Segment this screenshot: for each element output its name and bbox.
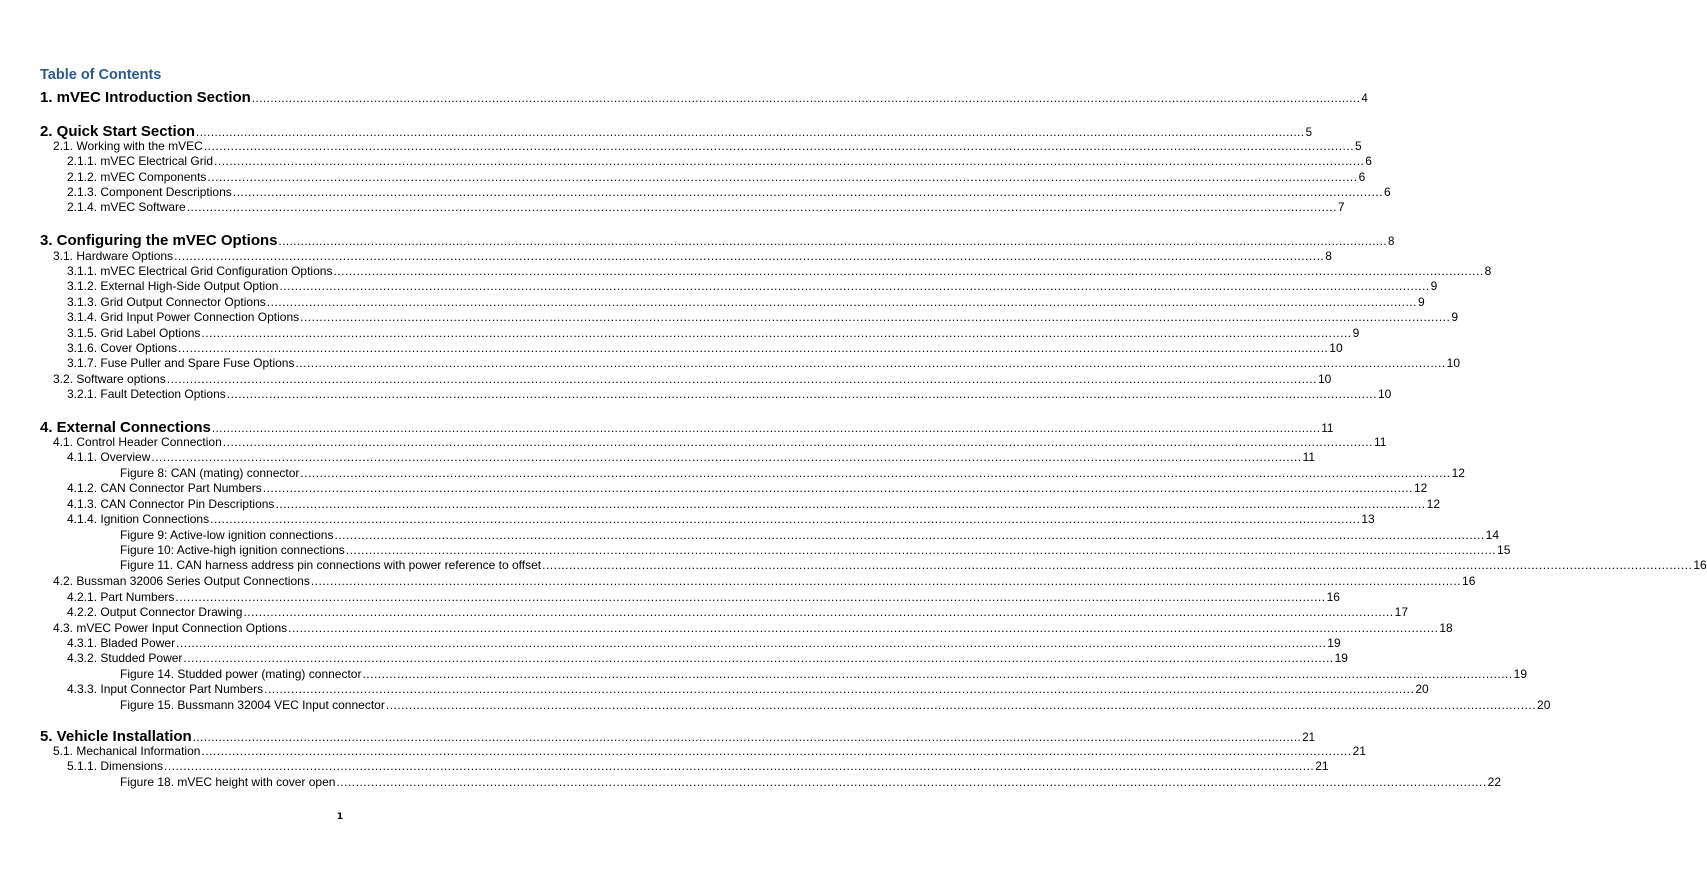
toc-entry-label: 4.2. Bussman 32006 Series Output Connections: [53, 574, 310, 588]
toc-entry[interactable]: [67, 651, 1348, 666]
toc-entry-page: 10: [1377, 387, 1392, 401]
toc-entry[interactable]: [40, 89, 1368, 108]
toc-entry-page: 11: [1302, 450, 1316, 464]
toc-leader-dots: ............................................................................................................................................................................................................................................................................................................: [232, 185, 1383, 199]
toc-entry-label: Figure 11. CAN harness address pin connections with power reference to offset: [120, 558, 542, 572]
toc-entry-label: 4.1. Control Header Connection: [53, 435, 222, 449]
toc-entry[interactable]: [67, 356, 1461, 371]
toc-entry-page: 14: [1485, 528, 1500, 542]
toc-entry[interactable]: [67, 450, 1316, 465]
toc-leader-dots: ............................................................................................................................................................................................................................................................................................................: [201, 744, 1352, 758]
toc-entry-page: 6: [1383, 185, 1391, 199]
toc-leader-dots: ............................................................................................................................................................................................................................................................................................................: [192, 732, 1302, 744]
toc-entry[interactable]: [53, 249, 1332, 264]
toc-entry-label: Figure 15. Bussmann 32004 VEC Input connector: [120, 698, 385, 712]
toc-entry[interactable]: [53, 139, 1362, 154]
toc-entry-label: 4.3.1. Bladed Power: [67, 636, 176, 650]
toc-leader-dots: ............................................................................................................................................................................................................................................................................................................: [164, 759, 1315, 773]
toc-leader-dots: ............................................................................................................................................................................................................................................................................................................: [203, 139, 1355, 153]
toc-leader-dots: ............................................................................................................................................................................................................................................................................................................: [214, 154, 1365, 168]
toc-entry[interactable]: [67, 310, 1459, 325]
toc-entry-page: 6: [1365, 154, 1372, 168]
toc-leader-dots: ............................................................................................................................................................................................................................................................................................................: [262, 481, 1413, 495]
toc-leader-dots: ............................................................................................................................................................................................................................................................................................................: [264, 682, 1415, 696]
toc-entry-page: 9: [1451, 310, 1459, 324]
toc-entry-label: 4.1.4. Ignition Connections: [67, 512, 210, 526]
toc-entry-label: 3.1.7. Fuse Puller and Spare Fuse Options: [67, 356, 295, 370]
toc-entry-label: 4.3.2. Studded Power: [67, 651, 183, 665]
toc-leader-dots: ............................................................................................................................................................................................................................................................................................................: [251, 93, 1361, 105]
toc-entry[interactable]: [67, 497, 1440, 512]
toc-leader-dots: ............................................................................................................................................................................................................................................................................................................: [334, 528, 1485, 542]
toc-entry-page: 10: [1329, 341, 1343, 355]
toc-entry-page: 7: [1337, 200, 1345, 214]
toc-leader-dots: ............................................................................................................................................................................................................................................................................................................: [207, 170, 1358, 184]
toc-entry[interactable]: [120, 543, 1511, 558]
toc-leader-dots: ............................................................................................................................................................................................................................................................................................................: [310, 574, 1462, 588]
toc-entry-page: 18: [1439, 621, 1453, 635]
toc-leader-dots: ............................................................................................................................................................................................................................................................................................................: [333, 264, 1484, 278]
toc-entry-label: 2.1.4. mVEC Software: [67, 200, 186, 214]
toc-entry-page: 16: [1462, 574, 1476, 588]
toc-entry-label: 3.2. Software options: [53, 372, 166, 386]
toc-leader-dots: ............................................................................................................................................................................................................................................................................................................: [345, 543, 1497, 557]
toc-entry-page: 5: [1355, 139, 1362, 153]
toc-entry-label: Figure 10: Active-high ignition connections: [120, 543, 345, 557]
toc-entry-label: 3.1.4. Grid Input Power Connection Options: [67, 310, 300, 324]
toc-entry-label: 2.1.3. Component Descriptions: [67, 185, 232, 199]
toc-leader-dots: ............................................................................................................................................................................................................................................................................................................: [336, 775, 1487, 789]
toc-entry[interactable]: [67, 590, 1340, 605]
toc-entry-page: 11: [1321, 423, 1334, 435]
toc-leader-dots: ............................................................................................................................................................................................................................................................................................................: [385, 698, 1537, 712]
toc-heading: Table of Contents: [40, 67, 162, 83]
toc-entry-page: 12: [1451, 466, 1465, 480]
toc-entry[interactable]: [120, 775, 1502, 790]
toc-entry[interactable]: [67, 279, 1438, 294]
toc-entry-label: Figure 8: CAN (mating) connector: [120, 466, 300, 480]
toc-entry-page: 20: [1415, 682, 1429, 696]
toc-entry-label: 2.1.2. mVEC Components: [67, 170, 207, 184]
toc-leader-dots: ............................................................................................................................................................................................................................................................................................................: [300, 466, 1451, 480]
toc-leader-dots: ............................................................................................................................................................................................................................................................................................................: [201, 326, 1352, 340]
toc-entry[interactable]: [67, 387, 1392, 402]
toc-entry-page: 10: [1317, 372, 1332, 386]
toc-leader-dots: ............................................................................................................................................................................................................................................................................................................: [279, 279, 1430, 293]
toc-entry[interactable]: [120, 698, 1551, 713]
toc-entry[interactable]: [67, 264, 1492, 279]
toc-entry[interactable]: [53, 621, 1453, 636]
toc-leader-dots: ............................................................................................................................................................................................................................................................................................................: [176, 636, 1327, 650]
toc-entry-label: 2.1. Working with the mVEC: [53, 139, 203, 153]
toc-entry-label: 5.1. Mechanical Information: [53, 744, 201, 758]
toc-entry-label: 3.1.3. Grid Output Connector Options: [67, 295, 266, 309]
toc-entry-label: 3.1.6. Cover Options: [67, 341, 178, 355]
toc-entry-page: 21: [1315, 759, 1329, 773]
toc-leader-dots: ............................................................................................................................................................................................................................................................................................................: [178, 341, 1329, 355]
toc-entry-page: 9: [1430, 279, 1438, 293]
toc-entry[interactable]: [53, 372, 1332, 387]
toc-entry[interactable]: [67, 295, 1425, 310]
toc-entry[interactable]: [53, 435, 1387, 450]
toc-entry-label: 4.3.3. Input Connector Part Numbers: [67, 682, 264, 696]
toc-entry-page: 10: [1446, 356, 1461, 370]
toc-entry[interactable]: [67, 341, 1343, 356]
toc-leader-dots: ............................................................................................................................................................................................................................................................................................................: [226, 387, 1377, 401]
toc-leader-dots: ............................................................................................................................................................................................................................................................................................................: [196, 127, 1305, 139]
toc-entry-label: 3.1. Hardware Options: [53, 249, 174, 263]
toc-leader-dots: ............................................................................................................................................................................................................................................................................................................: [300, 310, 1451, 324]
toc-entry[interactable]: [67, 326, 1360, 341]
toc-leader-dots: ............................................................................................................................................................................................................................................................................................................: [183, 651, 1334, 665]
toc-entry-page: 16: [1693, 558, 1707, 572]
toc-entry-label: 1. mVEC Introduction Section: [40, 89, 251, 106]
toc-entry[interactable]: [67, 170, 1366, 185]
toc-entry-page: 12: [1413, 481, 1428, 495]
toc-leader-dots: ............................................................................................................................................................................................................................................................................................................: [542, 558, 1693, 572]
toc-entry[interactable]: [120, 667, 1528, 682]
toc-entry-page: 17: [1394, 605, 1408, 619]
page-number: 1: [336, 812, 344, 822]
toc-leader-dots: ............................................................................................................................................................................................................................................................................................................: [288, 621, 1439, 635]
toc-entry[interactable]: [120, 528, 1500, 543]
toc-entry-page: 11: [1373, 435, 1387, 449]
toc-entry-label: 5.1.1. Dimensions: [67, 759, 164, 773]
toc-entry-page: 22: [1487, 775, 1502, 789]
toc-entry-page: 4: [1361, 93, 1368, 105]
toc-entry-page: 19: [1327, 636, 1341, 650]
toc-leader-dots: ............................................................................................................................................................................................................................................................................................................: [151, 450, 1302, 464]
toc-entry-label: Figure 18. mVEC height with cover open: [120, 775, 336, 789]
toc-leader-dots: ............................................................................................................................................................................................................................................................................................................: [266, 295, 1417, 309]
toc-entry[interactable]: [67, 605, 1408, 620]
toc-entry[interactable]: [53, 744, 1366, 759]
toc-leader-dots: ............................................................................................................................................................................................................................................................................................................: [210, 512, 1361, 526]
toc-entry-label: 5. Vehicle Installation: [40, 728, 192, 745]
toc-entry-page: 20: [1537, 698, 1551, 712]
toc-entry-page: 9: [1417, 295, 1425, 309]
toc-entry-page: 8: [1388, 236, 1395, 248]
toc-entry-page: 21: [1352, 744, 1366, 758]
toc-leader-dots: ............................................................................................................................................................................................................................................................................................................: [243, 605, 1394, 619]
toc-leader-dots: ............................................................................................................................................................................................................................................................................................................: [186, 200, 1337, 214]
toc-entry-label: 2. Quick Start Section: [40, 123, 196, 140]
toc-leader-dots: ............................................................................................................................................................................................................................................................................................................: [362, 667, 1513, 681]
toc-entry[interactable]: [67, 682, 1429, 697]
toc-entry[interactable]: [67, 512, 1375, 527]
toc-entry-label: 3. Configuring the mVEC Options: [40, 232, 278, 249]
toc-entry-label: Figure 9: Active-low ignition connections: [120, 528, 334, 542]
toc-entry-page: 12: [1426, 497, 1440, 511]
toc-entry-label: 4.1.1. Overview: [67, 450, 151, 464]
toc-entry-label: 4. External Connections: [40, 419, 211, 436]
toc-entry[interactable]: [67, 481, 1428, 496]
toc-entry[interactable]: [67, 636, 1341, 651]
toc-entry-label: Figure 14. Studded power (mating) connector: [120, 667, 362, 681]
toc-entry-label: 4.2.1. Part Numbers: [67, 590, 175, 604]
toc-entry-page: 15: [1497, 543, 1511, 557]
toc-entry-label: 3.2.1. Fault Detection Options: [67, 387, 226, 401]
toc-entry-page: 21: [1302, 732, 1316, 744]
toc-entry-label: 4.3. mVEC Power Input Connection Options: [53, 621, 288, 635]
toc-entry-page: 13: [1361, 512, 1375, 526]
toc-leader-dots: ............................................................................................................................................................................................................................................................................................................: [175, 590, 1326, 604]
toc-entry[interactable]: [120, 558, 1707, 573]
toc-entry-label: 2.1.1. mVEC Electrical Grid: [67, 154, 214, 168]
toc-entry-page: 8: [1325, 249, 1332, 263]
toc-entry[interactable]: [67, 154, 1372, 169]
toc-leader-dots: ............................................................................................................................................................................................................................................................................................................: [222, 435, 1373, 449]
toc-entry-label: 3.1.2. External High-Side Output Option: [67, 279, 279, 293]
toc-leader-dots: ............................................................................................................................................................................................................................................................................................................: [275, 497, 1426, 511]
toc-entry[interactable]: [67, 185, 1391, 200]
toc-entry-page: 6: [1358, 170, 1366, 184]
toc-entry[interactable]: [67, 200, 1345, 215]
toc-entry[interactable]: [53, 574, 1476, 589]
toc-entry-page: 8: [1484, 264, 1492, 278]
toc-leader-dots: ............................................................................................................................................................................................................................................................................................................: [174, 249, 1325, 263]
toc-leader-dots: ............................................................................................................................................................................................................................................................................................................: [295, 356, 1446, 370]
toc-entry[interactable]: [120, 466, 1465, 481]
toc-entry-page: 16: [1326, 590, 1340, 604]
toc-entry-label: 4.2.2. Output Connector Drawing: [67, 605, 243, 619]
toc-entry-label: 4.1.2. CAN Connector Part Numbers: [67, 481, 262, 495]
toc-leader-dots: ............................................................................................................................................................................................................................................................................................................: [211, 423, 1321, 435]
toc-entry-page: 19: [1513, 667, 1528, 681]
toc-entry-page: 19: [1334, 651, 1348, 665]
toc-entry[interactable]: [67, 759, 1329, 774]
toc-entry-label: 4.1.3. CAN Connector Pin Descriptions: [67, 497, 275, 511]
toc-leader-dots: ............................................................................................................................................................................................................................................................................................................: [166, 372, 1317, 386]
toc-leader-dots: ............................................................................................................................................................................................................................................................................................................: [278, 236, 1388, 248]
toc-entry-label: 3.1.5. Grid Label Options: [67, 326, 201, 340]
toc-entry-page: 9: [1352, 326, 1360, 340]
toc-entry-page: 5: [1305, 127, 1312, 139]
toc-entry-label: 3.1.1. mVEC Electrical Grid Configuration Options: [67, 264, 333, 278]
